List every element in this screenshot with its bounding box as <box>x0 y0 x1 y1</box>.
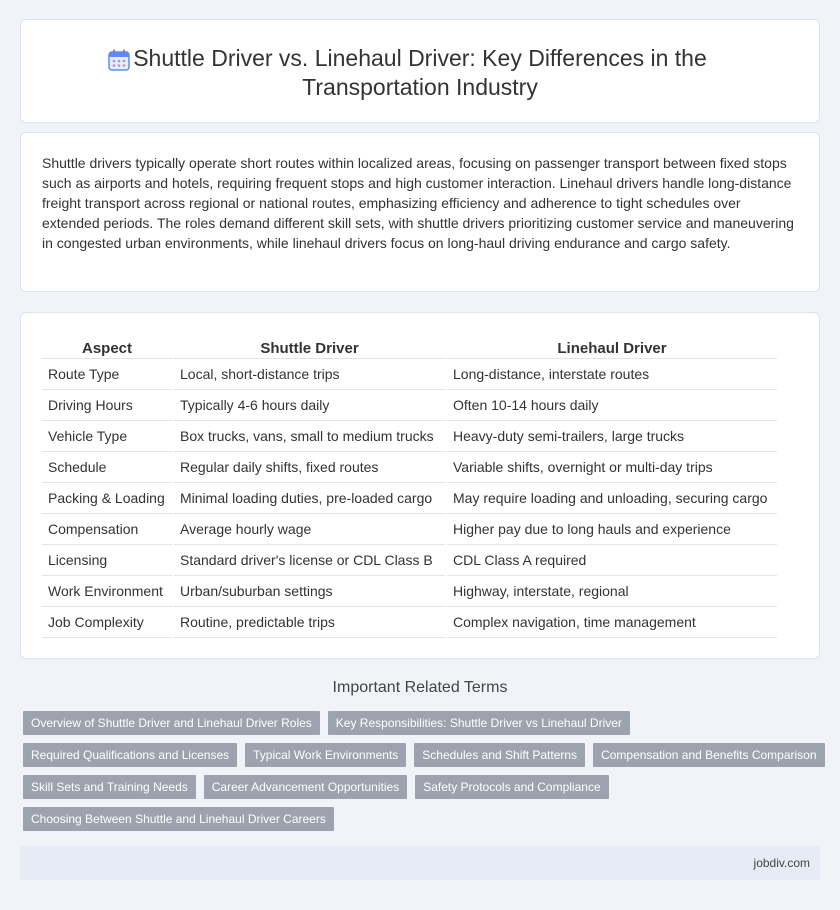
table-cell: Variable shifts, overnight or multi-day trips <box>446 451 777 482</box>
table-row <box>42 482 777 513</box>
related-term-tag[interactable]: Safety Protocols and Compliance <box>415 775 608 799</box>
related-term-tag[interactable]: Required Qualifications and Licenses <box>23 743 237 767</box>
related-term-tag[interactable]: Skill Sets and Training Needs <box>23 775 196 799</box>
related-term-tag[interactable]: Key Responsibilities: Shuttle Driver vs Linehaul Driver <box>328 711 630 735</box>
table-row <box>42 451 777 482</box>
table-row <box>42 575 777 606</box>
related-terms-heading: Important Related Terms <box>332 679 508 696</box>
table-row <box>42 606 777 637</box>
column-header-aspect: Aspect <box>42 333 173 358</box>
table-cell: Complex navigation, time management <box>446 606 777 637</box>
page-title: Shuttle Driver vs. Linehaul Driver: Key Differences in the Transportation Industry <box>133 45 707 100</box>
related-term-tag[interactable]: Compensation and Benefits Comparison <box>593 743 824 767</box>
intro-card <box>20 132 820 292</box>
table-cell: Driving Hours <box>42 389 173 420</box>
table-row <box>42 358 777 389</box>
table-header-row <box>42 333 777 358</box>
table-row <box>42 513 777 544</box>
table-cell: CDL Class A required <box>446 544 777 575</box>
table-cell: Average hourly wage <box>173 513 446 544</box>
column-header-shuttle: Shuttle Driver <box>173 333 446 358</box>
related-term-tag[interactable]: Career Advancement Opportunities <box>204 775 407 799</box>
table-cell: Licensing <box>42 544 173 575</box>
table-cell: Job Complexity <box>42 606 173 637</box>
related-term-tag[interactable]: Schedules and Shift Patterns <box>414 743 585 767</box>
table-cell: Routine, predictable trips <box>173 606 446 637</box>
table-cell: Local, short-distance trips <box>173 358 446 389</box>
table-cell: Box trucks, vans, small to medium trucks <box>173 420 446 451</box>
related-term-tag[interactable]: Choosing Between Shuttle and Linehaul Driver Careers <box>23 807 334 831</box>
footer-bar <box>20 846 820 880</box>
table-cell: Schedule <box>42 451 173 482</box>
table-cell: Route Type <box>42 358 173 389</box>
related-term-tag[interactable]: Typical Work Environments <box>245 743 406 767</box>
table-row <box>42 389 777 420</box>
intro-paragraph: Shuttle drivers typically operate short routes within localized areas, focusing on passenger transport between fixed stops such as airports and hotels, requiring frequent stops and high customer interaction. Linehaul drivers handle long-distance freight transport across regional or national routes, emphasizing efficiency and adherence to tight schedules over extended periods. The roles demand different skill sets, with shuttle drivers prioritizing customer service and maneuvering in congested urban environments, while linehaul drivers focus on long-haul driving endurance and cargo safety. <box>42 155 794 251</box>
comparison-table <box>42 333 777 638</box>
table-cell: May require loading and unloading, securing cargo <box>446 482 777 513</box>
table-cell: Packing & Loading <box>42 482 173 513</box>
table-cell: Typically 4-6 hours daily <box>173 389 446 420</box>
table-cell: Urban/suburban settings <box>173 575 446 606</box>
table-cell: Work Environment <box>42 575 173 606</box>
table-cell: Minimal loading duties, pre-loaded cargo <box>173 482 446 513</box>
related-terms-list <box>23 711 823 839</box>
footer-site-link[interactable]: jobdiv.com <box>753 856 810 870</box>
table-cell: Highway, interstate, regional <box>446 575 777 606</box>
table-row <box>42 544 777 575</box>
table-cell: Heavy-duty semi-trailers, large trucks <box>446 420 777 451</box>
table-cell: Vehicle Type <box>42 420 173 451</box>
header-card <box>20 19 820 123</box>
table-cell: Standard driver's license or CDL Class B <box>173 544 446 575</box>
related-term-tag[interactable]: Overview of Shuttle Driver and Linehaul Driver Roles <box>23 711 320 735</box>
comparison-card <box>20 312 820 659</box>
table-cell: Higher pay due to long hauls and experience <box>446 513 777 544</box>
table-cell: Compensation <box>42 513 173 544</box>
table-cell: Long-distance, interstate routes <box>446 358 777 389</box>
table-cell: Regular daily shifts, fixed routes <box>173 451 446 482</box>
column-header-linehaul: Linehaul Driver <box>446 333 777 358</box>
table-row <box>42 420 777 451</box>
table-cell: Often 10-14 hours daily <box>446 389 777 420</box>
